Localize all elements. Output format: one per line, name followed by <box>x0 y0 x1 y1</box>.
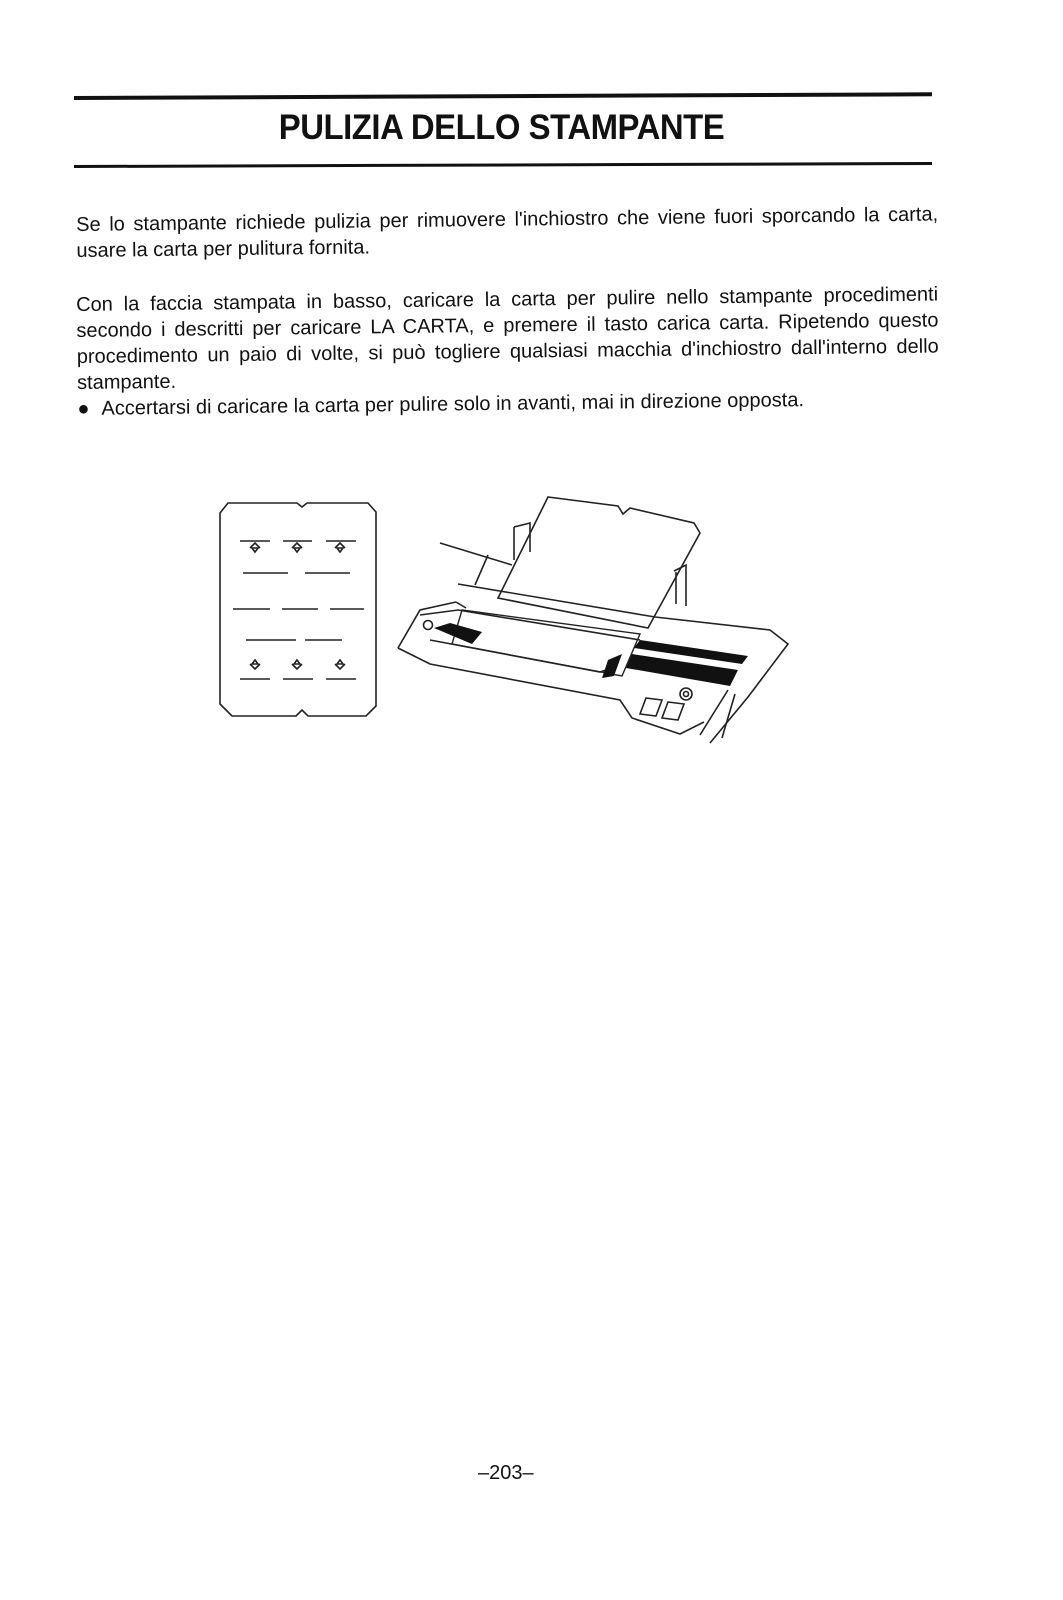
printer-drawing <box>398 497 788 743</box>
intro-paragraph: Se lo stampante richiede pulizia per rimuovere l'inchiostro che viene fuori sporcando la carta, usare la carta per pulitura fornita. <box>76 203 939 262</box>
instructions-paragraph: Con la faccia stampata in basso, caricare la carta per pulire nello stampante procedimenti secondo i descritti per caricare LA CARTA, e premere il tasto carica carta. Ripetendo questo procedimento un paio di volte, si può togliere qualsiasi macchia d'inchiostro dall'interno dello stampante. <box>76 283 939 394</box>
bullet-dot-icon: ● <box>77 397 90 420</box>
page-title: PULIZIA DELLO STAMPANTE <box>278 108 725 147</box>
bullet-text: Accertarsi di caricare la carta per pulire solo in avanti, mai in direzione opposta. <box>101 389 805 420</box>
cleaning-sheet-drawing <box>220 503 376 716</box>
page-number: –203– <box>478 1462 534 1484</box>
